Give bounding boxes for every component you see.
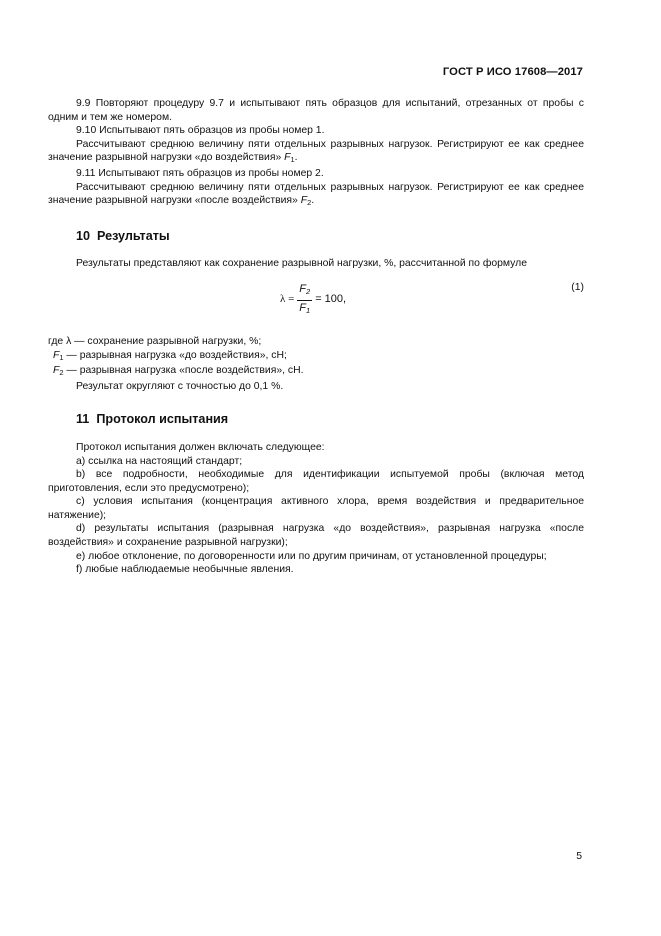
where-text: — разрывная нагрузка «до воздействия», сН; (63, 349, 287, 361)
paragraph-9-10-calc: Рассчитывают среднюю величину пяти отдельных разрывных нагрузок. Регистрируют ее как среднее значение разрывной нагрузки «до воздействия» $F_1$. (48, 138, 584, 165)
symbol-sub: 2 (307, 198, 312, 208)
section-title: Протокол испытания (96, 412, 229, 427)
denominator-symbol: F (299, 301, 307, 314)
symbol-f: F (284, 152, 291, 164)
fraction-numerator (297, 283, 312, 301)
where-text: — сохранение разрывной нагрузки, %; (71, 335, 262, 347)
where-symbol: F (53, 349, 60, 361)
equation-number: (1) (571, 281, 584, 293)
page-number: 5 (576, 851, 582, 862)
document-body (48, 97, 584, 577)
list-item: f) любые наблюдаемые необычные явления. (76, 564, 294, 576)
paragraph-9-11: 9.11 Испытывают пять образцов из пробы номер 2. (76, 167, 324, 179)
section-heading-11 (48, 413, 584, 427)
where-symbol: F (53, 365, 60, 377)
where-prefix: где (48, 335, 67, 347)
where-list (48, 335, 584, 380)
paragraph-9-9: 9.9 Повторяют процедуру 9.7 и испытывают пять образцов для испытаний, отрезанных от пробы с одним и тем же номером. (48, 98, 584, 123)
results-intro: Результаты представляют как сохранение разрывной нагрузки, %, рассчитанной по формуле (76, 258, 527, 270)
list-item: e) любое отклонение, по договоренности или по другим причинам, от установленной процедуры; (76, 550, 547, 562)
formula-1 (48, 281, 584, 323)
formula-fraction (297, 283, 312, 317)
rounding-note: Результат округляют с точностью до 0,1 %. (76, 380, 284, 392)
symbol-f: F (300, 195, 308, 207)
paragraph-9-11-calc: Рассчитывают среднюю величину пяти отдельных разрывных нагрузок. Регистрируют ее как среднее значение разрывной нагрузки «после воздействия» $F_2$. (48, 181, 584, 208)
where-text: — разрывная нагрузка «после воздействия», сН. (63, 365, 304, 377)
numerator-sub: 2 (306, 286, 311, 296)
where-item (48, 349, 584, 365)
where-sub: 2 (59, 368, 64, 378)
document-code: ГОСТ Р ИСО 17608—2017 (442, 66, 583, 78)
list-item: b) все подробности, необходимые для идентификации испытуемой пробы (включая метод приготовления, если это предусмотрено); (48, 469, 584, 494)
formula-lhs: λ = (280, 293, 295, 306)
section-heading-10 (48, 230, 584, 244)
paragraph-text: Рассчитывают среднюю величину пяти отдельных разрывных нагрузок. Регистрируют ее как среднее значение разрывной нагрузки «после воздействия» (48, 181, 584, 207)
paragraph-text: Рассчитывают среднюю величину пяти отдельных разрывных нагрузок. Регистрируют ее как среднее значение разрывной нагрузки «до воздействия» (48, 138, 584, 164)
formula-rhs: = 100, (315, 293, 347, 306)
where-item (48, 364, 584, 380)
where-item (48, 335, 584, 349)
section-title: Результаты (97, 228, 170, 243)
where-symbol: λ (66, 335, 72, 347)
paragraph-9-10: 9.10 Испытывают пять образцов из пробы номер 1. (76, 125, 325, 137)
section-number: 11 (76, 412, 90, 427)
protocol-intro: Протокол испытания должен включать следующее: (76, 441, 325, 453)
list-item: d) результаты испытания (разрывная нагрузка «до воздействия», разрывная нагрузка «после воздействия» и сохранение разрывной нагрузки); (48, 523, 584, 549)
numerator-symbol: F (299, 282, 307, 295)
denominator-sub: 1 (306, 305, 311, 315)
where-sub: 1 (59, 352, 64, 362)
symbol-sub: 1 (290, 155, 295, 165)
list-item: c) условия испытания (концентрация активного хлора, время воздействия и предварительное натяжение); (48, 496, 584, 521)
fraction-denominator (297, 301, 312, 318)
list-item: a) ссылка на настоящий стандарт; (76, 455, 243, 467)
section-number: 10 (76, 228, 91, 243)
